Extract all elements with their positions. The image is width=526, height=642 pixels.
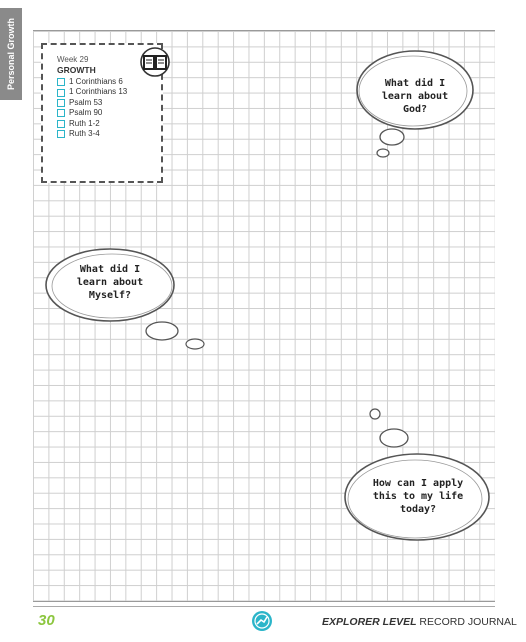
reading-list — [57, 77, 153, 139]
reading-heading: GROWTH — [57, 65, 96, 75]
reading-item[interactable]: 1 Corinthians 13 — [57, 87, 153, 97]
section-tab-label: Personal Growth — [6, 17, 16, 91]
checkbox[interactable] — [57, 99, 65, 107]
page-number: 30 — [38, 612, 55, 629]
reading-item[interactable]: Psalm 53 — [57, 98, 153, 108]
bubble-god-text: What did I learn about God? — [381, 78, 449, 115]
thought-bubble-apply — [342, 405, 492, 550]
footer-divider — [33, 606, 495, 607]
section-tab — [0, 8, 22, 100]
reading-item[interactable]: Ruth 3-4 — [57, 129, 153, 139]
journal-title: EXPLORER LEVEL RECORD JOURNAL — [322, 616, 517, 628]
compass-logo-icon — [251, 610, 273, 632]
bubble-myself-text: What did I learn about Myself? — [76, 264, 144, 301]
reading-item[interactable]: 1 Corinthians 6 — [57, 77, 153, 87]
checkbox[interactable] — [57, 120, 65, 128]
book-icon — [137, 47, 173, 77]
bubble-apply-text: How can I apply this to my life today? — [372, 478, 464, 515]
thought-bubble-myself — [42, 245, 212, 355]
reading-item[interactable]: Ruth 1-2 — [57, 119, 153, 129]
reading-week: Week 29 — [57, 55, 89, 64]
checkbox[interactable] — [57, 78, 65, 86]
checkbox[interactable] — [57, 89, 65, 97]
checkbox[interactable] — [57, 130, 65, 138]
thought-bubble-god — [350, 45, 480, 165]
checkbox[interactable] — [57, 109, 65, 117]
reading-item[interactable]: Psalm 90 — [57, 108, 153, 118]
